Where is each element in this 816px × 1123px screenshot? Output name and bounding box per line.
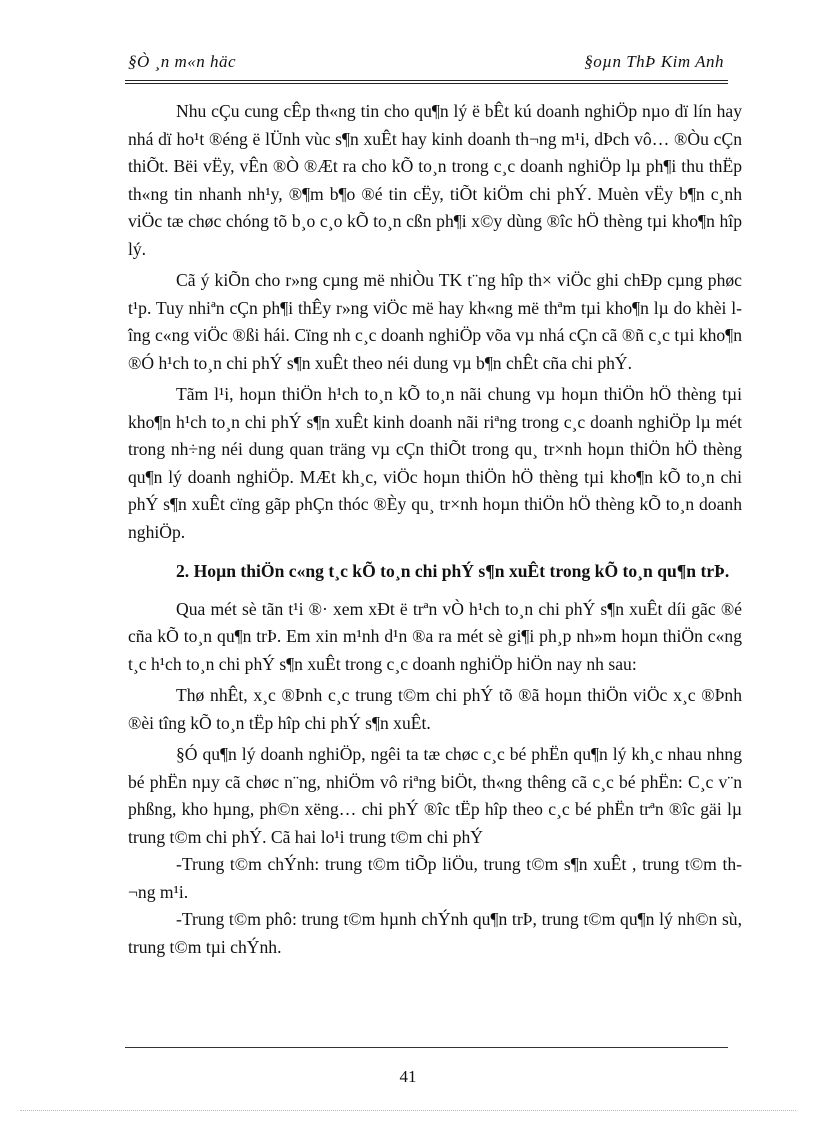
header-left-title: §Ò ¸n m«n häc (128, 52, 237, 71)
header-divider (125, 80, 728, 81)
header-divider-secondary (125, 83, 728, 84)
page-body (128, 98, 742, 961)
body-paragraph: Qua mét sè tãn t¹i ®· xem xÐt ë trªn vÒ h¹ch to¸n chi phÝ s¶n xuÊt díi gãc ®é cña kÕ to¸n qu¶n trÞ. Em xin m¹nh d¹n ®a ra mét sè gi¶i ph¸p nh»m hoµn thiÖn c«ng t¸c h¹ch to¸n chi phÝ s¶n xuÊt trong c¸c doanh nghiÖp hiÖn nay nh sau: (128, 598, 742, 674)
body-paragraph: Cã ý kiÕn cho r»ng cµng më nhiÒu TK t¨ng hîp th× viÖc ghi chÐp cµng phøc t¹p. Tuy nhiªn cÇn ph¶i thÊy r»ng viÖc më hay kh«ng më thªm tµi kho¶n lµ do khèi lîng c«ng viÖc ®ßi hái. Cïng nh c¸c doanh nghiÖp võa vµ nhá cÇn cã ®ñ c¸c tµi kho¶n ®Ó h¹ch to¸n chi phÝ s¶n xuÊt theo néi dung vµ b¶n chÊt cña chi phÝ. (128, 270, 742, 373)
list-item: -Trung t©m phô: trung t©m hµnh chÝnh qu¶n trÞ, trung t©m qu¶n lý nh©n sù, trung t©m tµi chÝnh. (128, 909, 742, 957)
footer-divider (125, 1047, 728, 1048)
body-paragraph: Thø nhÊt, x¸c ®Þnh c¸c trung t©m chi phÝ tõ ®ã hoµn thiÖn viÖc x¸c ®Þnh ®èi tîng kÕ to¸n tËp hîp chi phÝ s¶n xuÊt. (128, 685, 742, 733)
body-paragraph: Nhu cÇu cung cÊp th«ng tin cho qu¶n lý ë bÊt kú doanh nghiÖp nµo dï lín hay nhá dï ho¹t ®éng ë lÜnh vùc s¶n xuÊt hay kinh doanh th¬ng m¹i, dÞch vô… ®Òu cÇn thiÕt. Bëi vËy, vÊn ®Ò ®Æt ra cho kÕ to¸n trong c¸c doanh nghiÖp lµ ph¶i thu thËp th«ng tin nhanh nh¹y, ®¶m b¶o ®é tin cËy, tiÕt kiÖm chi phÝ. Muèn vËy b¶n c¸nh viÖc tæ chøc chóng tõ b¸o c¸o kÕ to¸n cßn ph¶i x©y dùng ®îc hÖ thèng tµi kho¶n hîp lý. (128, 101, 742, 259)
header-right-author: §oµn ThÞ Kim Anh (584, 52, 724, 71)
list-item: -Trung t©m chÝnh: trung t©m tiÕp liÖu, trung t©m s¶n xuÊt , trung t©m th¬ng m¹i. (128, 854, 742, 902)
page-number: 41 (399, 1067, 417, 1086)
body-paragraph: Tãm l¹i, hoµn thiÖn h¹ch to¸n kÕ to¸n nãi chung vµ hoµn thiÖn hÖ thèng tµi kho¶n h¹ch to¸n chi phÝ s¶n xuÊt kinh doanh nãi riªng trong c¸c doanh nghiÖp lµ mét trong nh÷ng néi dung quan träng vµ cÇn thiÕt trong qu¸ tr×nh hoµn thiÖn hÖ thèng qu¶n lý doanh nghiÖp. MÆt kh¸c, viÖc hoµn thiÖn hÖ thèng tµi kho¶n kÕ to¸n chi phÝ s¶n xuÊt cïng gãp phÇn thóc ®Èy qu¸ tr×nh hoµn thiÖn hÖ thèng kÕ to¸n doanh nghiÖp. (128, 384, 742, 542)
page-edge-dotted-line (20, 1110, 796, 1111)
section-heading: 2. Hoµn thiÖn c«ng t¸c kÕ to¸n chi phÝ s¶n xuÊt trong kÕ to¸n qu¶n trÞ. (176, 561, 730, 581)
body-paragraph: §Ó qu¶n lý doanh nghiÖp, ngêi ta tæ chøc c¸c bé phËn qu¶n lý kh¸c nhau nhng bé phËn nµy cã chøc n¨ng, nhiÖm vô riªng biÖt, th«ng thêng cã c¸c bé phËn: C¸c v¨n phßng, kho hµng, ph©n xëng… chi phÝ ®îc tËp hîp theo c¸c bé phËn trªn ®îc gäi lµ trung t©m chi phÝ. Cã hai lo¹i trung t©m chi phÝ (128, 744, 742, 847)
